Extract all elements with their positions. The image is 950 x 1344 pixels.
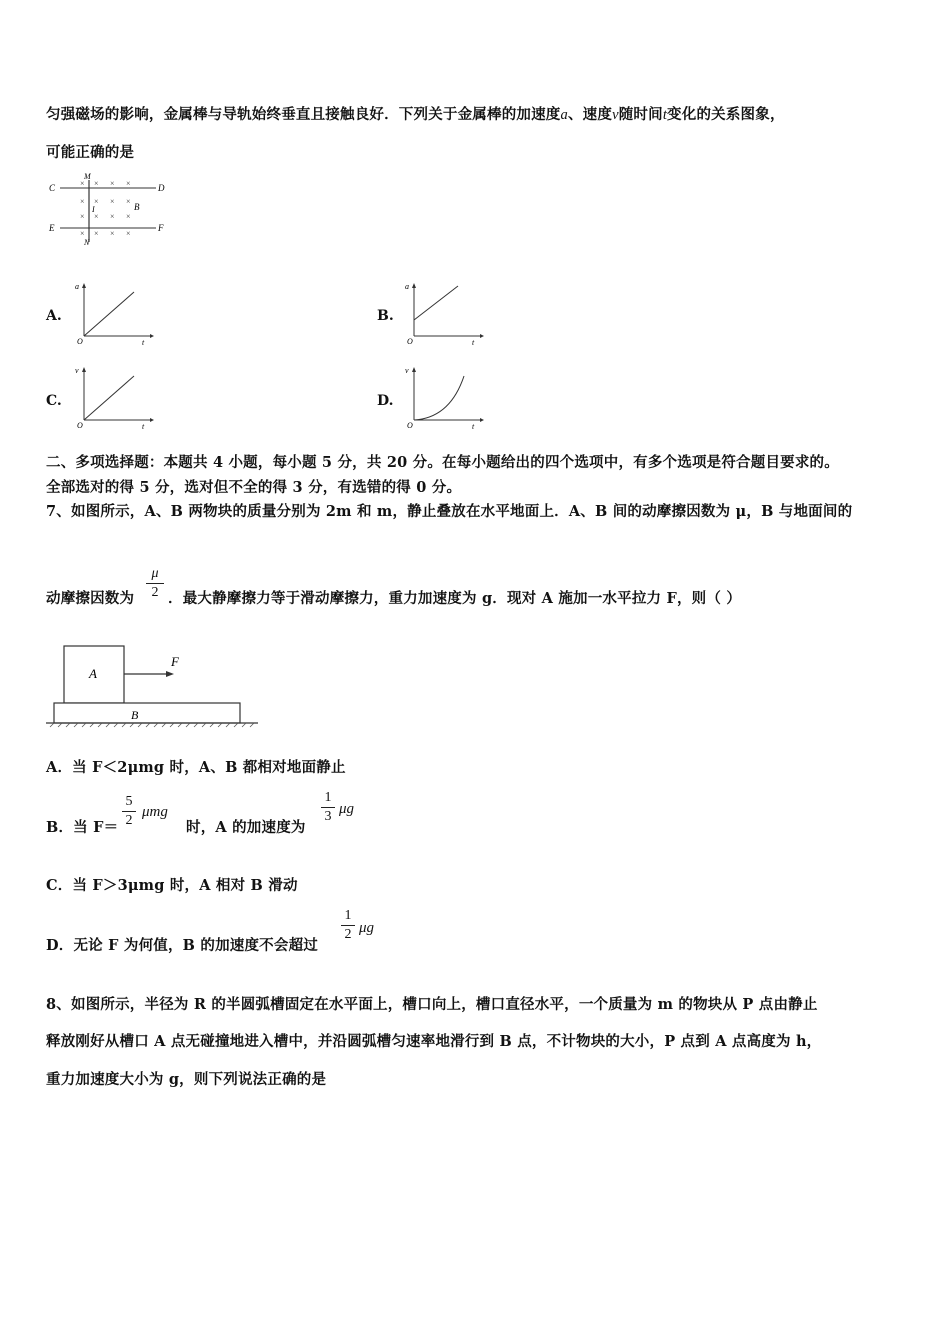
svg-text:×: × <box>110 197 115 206</box>
question-6-stem-line-1 <box>46 103 785 124</box>
svg-text:×: × <box>80 212 85 221</box>
question-8-stem-line-3: 重力加速度大小为 g，则下列说法正确的是 <box>46 1071 327 1088</box>
svg-text:×: × <box>110 229 115 238</box>
svg-text:×: × <box>126 212 131 221</box>
question-7-stem-line-2 <box>46 587 134 608</box>
fraction-denominator: 3 <box>324 809 332 824</box>
mu-mg-term: μmg <box>142 804 168 820</box>
graph-d-yaxis-label: v <box>405 366 409 375</box>
label-b: B <box>134 202 140 212</box>
svg-text:×: × <box>94 212 99 221</box>
svg-text:×: × <box>126 229 131 238</box>
graph-b-origin-label: O <box>407 337 413 346</box>
svg-text:×: × <box>80 179 85 188</box>
fraction-denominator: 2 <box>344 927 352 942</box>
section-2-instructions-line-2: 全部选对的得 5 分，选对但不全的得 3 分，有选错的得 0 分。 <box>46 479 462 496</box>
fraction-denominator: 2 <box>151 585 159 600</box>
graph-b-yaxis-label: a <box>405 282 409 291</box>
graph-a-xaxis-label: t <box>142 338 145 346</box>
svg-text:×: × <box>94 229 99 238</box>
mu-g-term: μg <box>339 801 355 817</box>
svg-text:×: × <box>126 197 131 206</box>
label-f: F <box>158 223 164 233</box>
label-d: D <box>158 183 165 193</box>
fraction-numerator: 5 <box>125 794 133 809</box>
stem-text: 匀强磁场的影响，金属棒与导轨始终垂直且接触良好．下列关于金属棒的加速度 <box>46 106 561 123</box>
graph-a-origin-label: O <box>77 337 83 346</box>
stem-text: 动摩擦因数为 <box>46 590 135 607</box>
fraction-5-over-2 <box>122 794 136 829</box>
question-6-stem-line-2: 可能正确的是 <box>46 144 135 161</box>
option-c-label[interactable]: C. <box>46 393 62 409</box>
stem-text: 变化的关系图象， <box>667 106 785 123</box>
graph-a-yaxis-label: a <box>75 282 79 291</box>
graph-c-origin-label: O <box>77 421 83 430</box>
svg-text:×: × <box>80 197 85 206</box>
question-7-stem-line-1: 7、如图所示，A、B 两物块的质量分别为 2m 和 m，静止叠放在水平地面上．A、B 间的动摩擦因数为 μ，B 与地面间的 <box>46 503 853 520</box>
stem-text: 随时间 <box>618 106 663 123</box>
option-text: D．无论 F 为何值，B 的加速度不会超过 <box>46 937 318 954</box>
option-c-graph <box>72 364 154 430</box>
label-e: E <box>49 223 55 233</box>
fraction-numerator: μ <box>151 566 159 581</box>
option-b-label[interactable]: B. <box>377 308 394 324</box>
svg-text:×: × <box>126 179 131 188</box>
graph-c-xaxis-label: t <box>142 422 145 430</box>
fraction-denominator: 2 <box>125 813 133 828</box>
force-f-label: F <box>171 654 179 669</box>
graph-b-xaxis-label: t <box>472 338 475 346</box>
fraction-numerator: 1 <box>324 790 332 805</box>
graph-d-origin-label: O <box>407 421 413 430</box>
option-d-graph <box>402 364 484 430</box>
svg-text:×: × <box>94 197 99 206</box>
fraction-1-over-2 <box>341 908 355 943</box>
var-v: v <box>612 107 619 123</box>
q7-option-d[interactable] <box>46 934 318 955</box>
option-b-graph <box>402 280 484 346</box>
option-a-graph <box>72 280 154 346</box>
var-a: a <box>560 107 568 123</box>
fraction-mu-over-2 <box>146 566 164 601</box>
label-m: M <box>84 172 91 181</box>
q7-option-a[interactable]: A．当 F＜2μmg 时，A、B 都相对地面静止 <box>46 759 346 776</box>
q7-option-b[interactable] <box>46 816 118 837</box>
q7-option-c[interactable]: C．当 F＞3μmg 时，A 相对 B 滑动 <box>46 877 298 894</box>
label-c: C <box>49 183 56 193</box>
label-i: I <box>92 205 95 214</box>
question-7-stem-line-2-cont: ．最大静摩擦力等于滑动摩擦力，重力加速度为 g．现对 A 施加一水平拉力 F，则（ ） <box>168 590 742 607</box>
fraction-1-over-3 <box>321 790 335 825</box>
mu-g-term: μg <box>359 920 375 936</box>
graph-d-xaxis-label: t <box>472 422 475 430</box>
svg-text:×: × <box>94 179 99 188</box>
block-a-label: A <box>89 666 97 681</box>
svg-text:×: × <box>80 229 85 238</box>
rail-magnetic-field-figure <box>46 170 176 246</box>
stem-text: 、速度 <box>567 106 613 123</box>
fraction-numerator: 1 <box>344 908 352 923</box>
svg-text:×: × <box>110 212 115 221</box>
block-force-figure <box>46 640 262 728</box>
question-8-stem-line-1: 8、如图所示，半径为 R 的半圆弧槽固定在水平面上，槽口向上，槽口直径水平，一个质量为 m 的物块从 P 点由静止 <box>46 996 818 1013</box>
var-t: t <box>662 107 668 123</box>
option-a-label[interactable]: A. <box>46 308 62 324</box>
question-8-stem-line-2: 释放刚好从槽口 A 点无碰撞地进入槽中，并沿圆弧槽匀速率地滑行到 B 点，不计物块的大小，P 点到 A 点高度为 h， <box>46 1033 822 1050</box>
graph-c-yaxis-label: v <box>75 366 79 375</box>
option-d-label[interactable]: D. <box>377 393 394 409</box>
label-n: N <box>84 238 90 246</box>
svg-text:×: × <box>110 179 115 188</box>
q7-option-b-cont: 时，A 的加速度为 <box>186 819 306 836</box>
option-text: B．当 F＝ <box>46 819 119 836</box>
block-b-label: B <box>131 708 139 722</box>
section-2-instructions-line-1: 二、多项选择题：本题共 4 小题，每小题 5 分，共 20 分。在每小题给出的四个选项中，有多个选项是符合题目要求的。 <box>46 454 839 471</box>
